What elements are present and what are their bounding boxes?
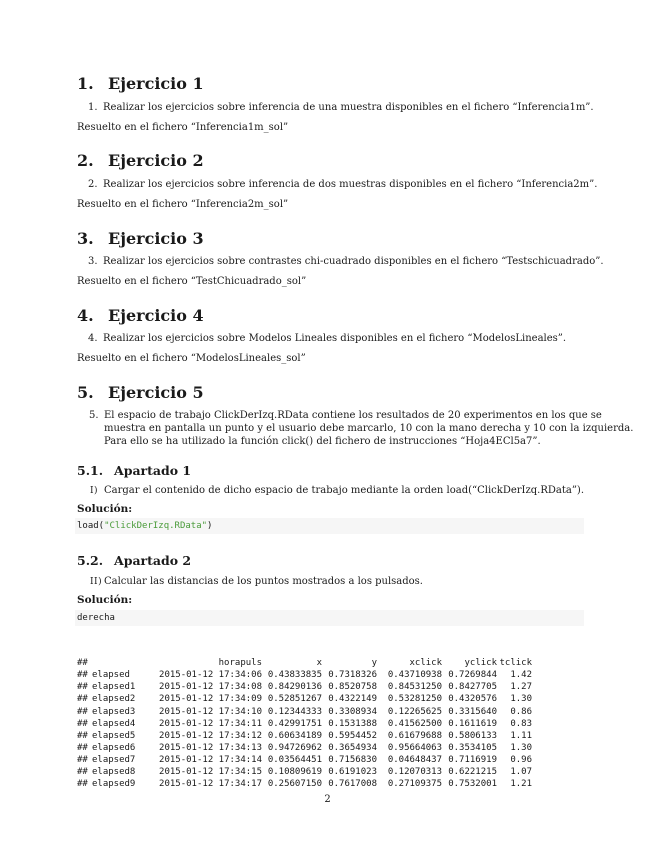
- output-cell: y: [371, 658, 377, 669]
- result-text-3: Resuelto en el fichero “TestChicuadrado_sol”: [77, 276, 307, 287]
- output-cell: 2015-01-12 17:34:06: [159, 670, 262, 681]
- output-cell: 0.4322149: [328, 694, 377, 705]
- output-row: [77, 693, 532, 705]
- output-cell: 0.7532001: [448, 779, 497, 790]
- output-cell: [92, 657, 147, 669]
- output-cell: 0.12344333: [267, 706, 322, 717]
- result-text-2: Resuelto en el fichero “Inferencia2m_sol”: [77, 199, 289, 210]
- output-row: [77, 718, 532, 730]
- output-row: [77, 766, 532, 778]
- output-cell: 0.6191023: [328, 767, 377, 778]
- output-cell: elapsed7: [92, 754, 136, 765]
- output-cell: 0.83: [510, 718, 532, 729]
- output-cell: 2015-01-12 17:34:08: [159, 682, 262, 693]
- output-cell: 0.8520758: [328, 682, 377, 693]
- code-block-derecha: derecha: [75, 610, 584, 626]
- output-cell: 1.21: [510, 779, 532, 790]
- output-row: [77, 669, 532, 681]
- output-cell: elapsed8: [92, 767, 136, 778]
- exercise-item-2: 2. Realizar los ejercicios sobre inferencia de dos muestras disponibles en el fichero “Inferencia2m”.: [88, 179, 598, 190]
- output-row: [77, 778, 532, 790]
- output-cell: 0.7156830: [328, 754, 377, 765]
- section-heading-4: 4. Ejercicio 4: [77, 306, 204, 325]
- output-cell: 0.5806133: [448, 730, 497, 741]
- output-table: [77, 657, 532, 790]
- output-cell: ##: [77, 682, 88, 693]
- output-cell: 2015-01-12 17:34:13: [159, 742, 262, 753]
- output-row: [77, 706, 532, 718]
- output-cell: 0.25607150: [267, 779, 322, 790]
- output-cell: ##: [77, 730, 88, 741]
- output-cell: 0.41562500: [387, 718, 442, 729]
- output-cell: 0.04648437: [387, 754, 442, 765]
- code-string: "ClickDerIzq.RData": [104, 521, 208, 531]
- output-cell: ##: [77, 694, 88, 705]
- output-cell: 0.3315640: [448, 706, 497, 717]
- output-cell: 1.30: [510, 742, 532, 753]
- r-output: [77, 633, 532, 814]
- exercise-item-3: 3. Realizar los ejercicios sobre contrastes chi-cuadrado disponibles en el fichero “Testschicuadrado”.: [88, 256, 604, 267]
- output-cell: 0.3654934: [328, 742, 377, 753]
- output-cell: elapsed3: [92, 706, 136, 717]
- output-cell: 0.8427705: [448, 682, 497, 693]
- output-cell: 2015-01-12 17:34:12: [159, 730, 262, 741]
- output-cell: yclick: [464, 658, 497, 669]
- output-cell: 0.60634189: [267, 730, 322, 741]
- output-cell: 2015-01-12 17:34:09: [159, 694, 262, 705]
- output-cell: 0.96: [510, 754, 532, 765]
- paragraph-line: El espacio de trabajo ClickDerIzq.RData contiene los resultados de 20 experimentos en los que se: [104, 410, 602, 421]
- output-cell: 0.52851267: [267, 694, 322, 705]
- output-cell: 0.95664063: [387, 742, 442, 753]
- output-cell: 2015-01-12 17:34:14: [159, 754, 262, 765]
- apartado-item-2: II) Calcular las distancias de los puntos mostrados a los pulsados.: [90, 576, 423, 587]
- output-cell: 0.5954452: [328, 730, 377, 741]
- output-row: [77, 730, 532, 742]
- output-cell: ##: [77, 670, 88, 681]
- section-heading-5: 5. Ejercicio 5: [77, 383, 204, 402]
- apartado-item-1: I) Cargar el contenido de dicho espacio de trabajo mediante la orden load(“ClickDerIzq.RData”).: [90, 485, 585, 496]
- output-cell: elapsed5: [92, 730, 136, 741]
- exercise-item-4: 4. Realizar los ejercicios sobre Modelos Lineales disponibles en el fichero “ModelosLineales”.: [88, 333, 567, 344]
- output-cell: 0.53281250: [387, 694, 442, 705]
- output-cell: tclick: [499, 658, 532, 669]
- output-cell: xclick: [409, 658, 442, 669]
- section-heading-3: 3. Ejercicio 3: [77, 229, 204, 248]
- output-cell: 1.42: [510, 670, 532, 681]
- output-cell: 0.7269844: [448, 670, 497, 681]
- output-cell: elapsed: [92, 670, 130, 681]
- output-cell: 2015-01-12 17:34:11: [159, 718, 262, 729]
- output-cell: 0.6221215: [448, 767, 497, 778]
- output-cell: 0.10809619: [267, 767, 322, 778]
- output-cell: 0.1531388: [328, 718, 377, 729]
- output-cell: 0.61679688: [387, 730, 442, 741]
- output-cell: 0.1611619: [448, 718, 497, 729]
- output-cell: 0.7617008: [328, 779, 377, 790]
- output-cell: 1.30: [510, 694, 532, 705]
- output-cell: 0.42991751: [267, 718, 322, 729]
- output-cell: 0.12265625: [387, 706, 442, 717]
- output-cell: ##: [77, 706, 88, 717]
- solution-label-2: Solución:: [77, 594, 133, 606]
- output-cell: elapsed2: [92, 694, 136, 705]
- output-cell: 1.11: [510, 730, 532, 741]
- output-header-row: [77, 657, 532, 669]
- solution-label-1: Solución:: [77, 503, 133, 515]
- subsection-heading-5-1: 5.1. Apartado 1: [77, 463, 192, 478]
- output-cell: elapsed1: [92, 682, 136, 693]
- output-cell: 0.43833835: [267, 670, 322, 681]
- output-cell: 0.3534105: [448, 742, 497, 753]
- output-cell: 0.86: [510, 706, 532, 717]
- output-cell: elapsed4: [92, 718, 136, 729]
- output-cell: elapsed9: [92, 779, 136, 790]
- output-cell: 0.84290136: [267, 682, 322, 693]
- output-row: [77, 754, 532, 766]
- output-cell: ##: [77, 754, 88, 765]
- code-block-load: load("ClickDerIzq.RData"): [75, 518, 584, 534]
- page-number: 2: [324, 794, 331, 805]
- output-row: [77, 742, 532, 754]
- exercise-item-1: 1. Realizar los ejercicios sobre inferencia de una muestra disponibles en el fichero “Inferencia1m”.: [88, 102, 594, 113]
- section-heading-1: 1. Ejercicio 1: [77, 74, 204, 93]
- output-cell: 0.7116919: [448, 754, 497, 765]
- result-text-4: Resuelto en el fichero “ModelosLineales_sol”: [77, 353, 306, 364]
- output-cell: 0.12070313: [387, 767, 442, 778]
- section-heading-2: 2. Ejercicio 2: [77, 151, 204, 170]
- output-cell: 0.3308934: [328, 706, 377, 717]
- output-cell: ##: [77, 779, 88, 790]
- output-cell: ##: [77, 767, 88, 778]
- output-cell: 2015-01-12 17:34:10: [159, 706, 262, 717]
- output-cell: x: [316, 658, 322, 669]
- exercise-item-5: 5. El espacio de trabajo ClickDerIzq.RData contiene los resultados de 20 experimentos en los que se muestra en pantalla un punto y el usuario debe marcarlo, 10 con la mano derecha y 10 con la izquierda. Para ello se ha utilizado la función click() del fichero de instrucciones “Hoja4ECl5a7”.: [89, 410, 634, 447]
- output-cell: ##: [77, 658, 88, 669]
- output-cell: 0.7318326: [328, 670, 377, 681]
- paragraph-line: muestra en pantalla un punto y el usuario debe marcarlo, 10 con la mano derecha y 10 con la izquierda.: [104, 422, 634, 434]
- output-cell: horapuls: [218, 658, 262, 669]
- output-cell: 2015-01-12 17:34:15: [159, 767, 262, 778]
- output-cell: elapsed6: [92, 742, 136, 753]
- output-cell: 0.4320576: [448, 694, 497, 705]
- output-cell: ##: [77, 718, 88, 729]
- output-cell: 1.07: [510, 767, 532, 778]
- output-cell: 2015-01-12 17:34:17: [159, 779, 262, 790]
- output-cell: 0.84531250: [387, 682, 442, 693]
- output-cell: 0.43710938: [387, 670, 442, 681]
- output-row: [77, 681, 532, 693]
- output-cell: 0.94726962: [267, 742, 322, 753]
- result-text-1: Resuelto en el fichero “Inferencia1m_sol”: [77, 122, 289, 133]
- output-cell: 0.03564451: [267, 754, 322, 765]
- output-cell: 1.27: [510, 682, 532, 693]
- paragraph-line: Para ello se ha utilizado la función click() del fichero de instrucciones “Hoja4ECl5a7”.: [104, 435, 541, 447]
- output-cell: ##: [77, 742, 88, 753]
- output-cell: 0.27109375: [387, 779, 442, 790]
- subsection-heading-5-2: 5.2. Apartado 2: [77, 553, 192, 568]
